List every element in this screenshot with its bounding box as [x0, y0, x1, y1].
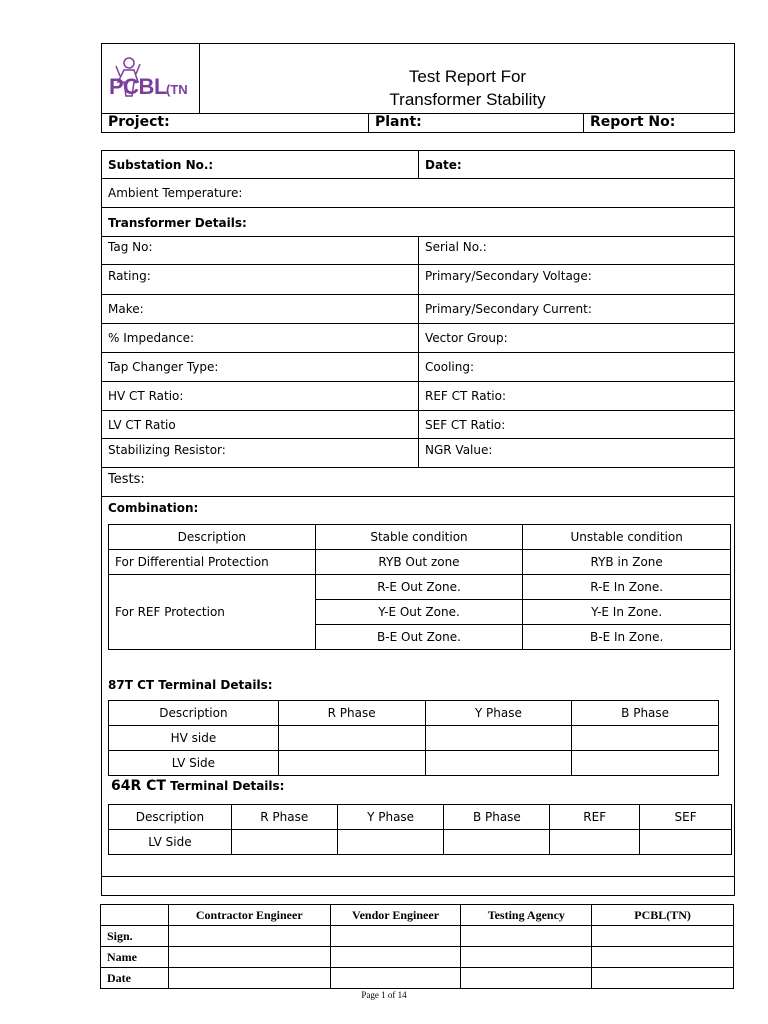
row-label-name: Name [101, 947, 169, 968]
col-header-contractor: Contractor Engineer [168, 905, 330, 926]
tests-label: Tests: [108, 472, 145, 487]
table-row [109, 550, 731, 575]
ngr-value-label: NGR Value: [425, 443, 493, 457]
col-header-pcbl: PCBL(TN) [592, 905, 734, 926]
transformer-details-label: Transformer Details: [108, 216, 247, 230]
col-header-r-phase: R Phase [278, 701, 425, 726]
table-row [101, 968, 734, 989]
table-row [109, 726, 719, 751]
table-cell[interactable] [592, 947, 734, 968]
table-cell[interactable] [461, 926, 592, 947]
report-no-label: Report No: [590, 114, 676, 130]
table-row [109, 830, 732, 855]
table-row [101, 947, 734, 968]
table-cell[interactable] [168, 926, 330, 947]
hv-ct-ratio-label: HV CT Ratio: [108, 389, 184, 403]
date-label: Date: [425, 158, 462, 172]
t87-table [108, 700, 719, 776]
col-header-testing-agency: Testing Agency [461, 905, 592, 926]
col-header-sef: SEF [640, 805, 732, 830]
col-header-y-phase: Y Phase [337, 805, 444, 830]
ref-stable-cell: Y-E Out Zone. [315, 600, 523, 625]
combination-label: Combination: [108, 501, 199, 515]
table-row [109, 701, 719, 726]
vector-group-label: Vector Group: [425, 331, 508, 345]
t87-heading: 87T CT Terminal Details: [108, 678, 273, 692]
table-cell [101, 905, 169, 926]
table-cell[interactable] [231, 830, 337, 855]
col-header-b-phase: B Phase [572, 701, 719, 726]
ref-ct-ratio-label: REF CT Ratio: [425, 389, 507, 403]
row-label-lv-side: LV Side [109, 830, 232, 855]
col-header-stable: Stable condition [315, 525, 523, 550]
table-cell[interactable] [337, 830, 444, 855]
table-cell[interactable] [330, 947, 461, 968]
table-cell[interactable] [425, 751, 572, 776]
table-row [109, 575, 731, 600]
serial-no-label: Serial No.: [425, 240, 487, 254]
project-divider [368, 113, 369, 133]
diff-unstable-cell: RYB in Zone [523, 550, 731, 575]
ref-unstable-cell: R-E In Zone. [523, 575, 731, 600]
table-cell[interactable] [592, 968, 734, 989]
diff-stable-cell: RYB Out zone [315, 550, 523, 575]
report-title [200, 65, 735, 111]
row-label-lv-side: LV Side [109, 751, 279, 776]
t64-heading-prefix: 64R CT [111, 778, 166, 794]
voltage-label: Primary/Secondary Voltage: [425, 269, 592, 283]
ref-unstable-cell: Y-E In Zone. [523, 600, 731, 625]
logo-suffix: (TN [166, 82, 188, 97]
tap-changer-label: Tap Changer Type: [108, 360, 219, 374]
col-header-description: Description [109, 525, 316, 550]
combination-table [108, 524, 731, 650]
table-row [109, 751, 719, 776]
company-logo [106, 56, 201, 102]
signature-table [100, 904, 734, 989]
project-label: Project: [108, 114, 170, 130]
tag-no-label: Tag No: [108, 240, 153, 254]
col-line [418, 236, 419, 467]
col-header-b-phase: B Phase [444, 805, 550, 830]
logo-text: PCBL [109, 74, 167, 99]
col-header-ref: REF [550, 805, 640, 830]
table-cell[interactable] [168, 947, 330, 968]
ref-stable-cell: B-E Out Zone. [315, 625, 523, 650]
row-line [101, 467, 735, 468]
table-cell[interactable] [572, 726, 719, 751]
col-header-unstable: Unstable condition [523, 525, 731, 550]
row-line [101, 496, 735, 497]
sef-ct-ratio-label: SEF CT Ratio: [425, 418, 506, 432]
row-label-sign: Sign. [101, 926, 169, 947]
table-row [109, 805, 732, 830]
t64-heading [111, 778, 284, 794]
cooling-label: Cooling: [425, 360, 474, 374]
table-cell[interactable] [461, 947, 592, 968]
table-cell[interactable] [640, 830, 732, 855]
row-line [101, 876, 735, 877]
table-cell[interactable] [425, 726, 572, 751]
lv-ct-ratio-label: LV CT Ratio [108, 418, 176, 432]
table-cell[interactable] [550, 830, 640, 855]
table-cell[interactable] [168, 968, 330, 989]
impedance-label: % Impedance: [108, 331, 195, 345]
plant-divider [583, 113, 584, 133]
t64-heading-suffix: Terminal Details: [170, 779, 285, 793]
row-line [101, 207, 735, 208]
title-line-1: Test Report For [408, 67, 527, 86]
title-line-2: Transformer Stability [389, 90, 546, 109]
stabilizing-resistor-label: Stabilizing Resistor: [108, 443, 226, 457]
ref-stable-cell: R-E Out Zone. [315, 575, 523, 600]
col-header-y-phase: Y Phase [425, 701, 572, 726]
table-row [101, 905, 734, 926]
table-row [101, 926, 734, 947]
page-number: Page 1 of 14 [361, 990, 407, 1000]
col-header-vendor: Vendor Engineer [330, 905, 461, 926]
row-line [101, 178, 735, 179]
rating-label: Rating: [108, 269, 151, 283]
diff-protection-label: For Differential Protection [109, 550, 316, 575]
table-cell[interactable] [461, 968, 592, 989]
col-header-description: Description [109, 701, 279, 726]
table-cell[interactable] [330, 926, 461, 947]
substation-label: Substation No.: [108, 158, 214, 172]
current-label: Primary/Secondary Current: [425, 302, 592, 316]
table-row [109, 525, 731, 550]
col-header-r-phase: R Phase [231, 805, 337, 830]
row-label-date: Date [101, 968, 169, 989]
table-cell[interactable] [592, 926, 734, 947]
ref-protection-label: For REF Protection [109, 575, 316, 650]
table-cell[interactable] [278, 751, 425, 776]
col-line [418, 150, 419, 178]
t64-table [108, 804, 732, 855]
ref-unstable-cell: B-E In Zone. [523, 625, 731, 650]
table-cell[interactable] [444, 830, 550, 855]
col-header-description: Description [109, 805, 232, 830]
plant-label: Plant: [375, 114, 422, 130]
table-cell[interactable] [278, 726, 425, 751]
table-cell[interactable] [572, 751, 719, 776]
table-cell[interactable] [330, 968, 461, 989]
ambient-label: Ambient Temperature: [108, 186, 243, 200]
row-label-hv-side: HV side [109, 726, 279, 751]
make-label: Make: [108, 302, 144, 316]
